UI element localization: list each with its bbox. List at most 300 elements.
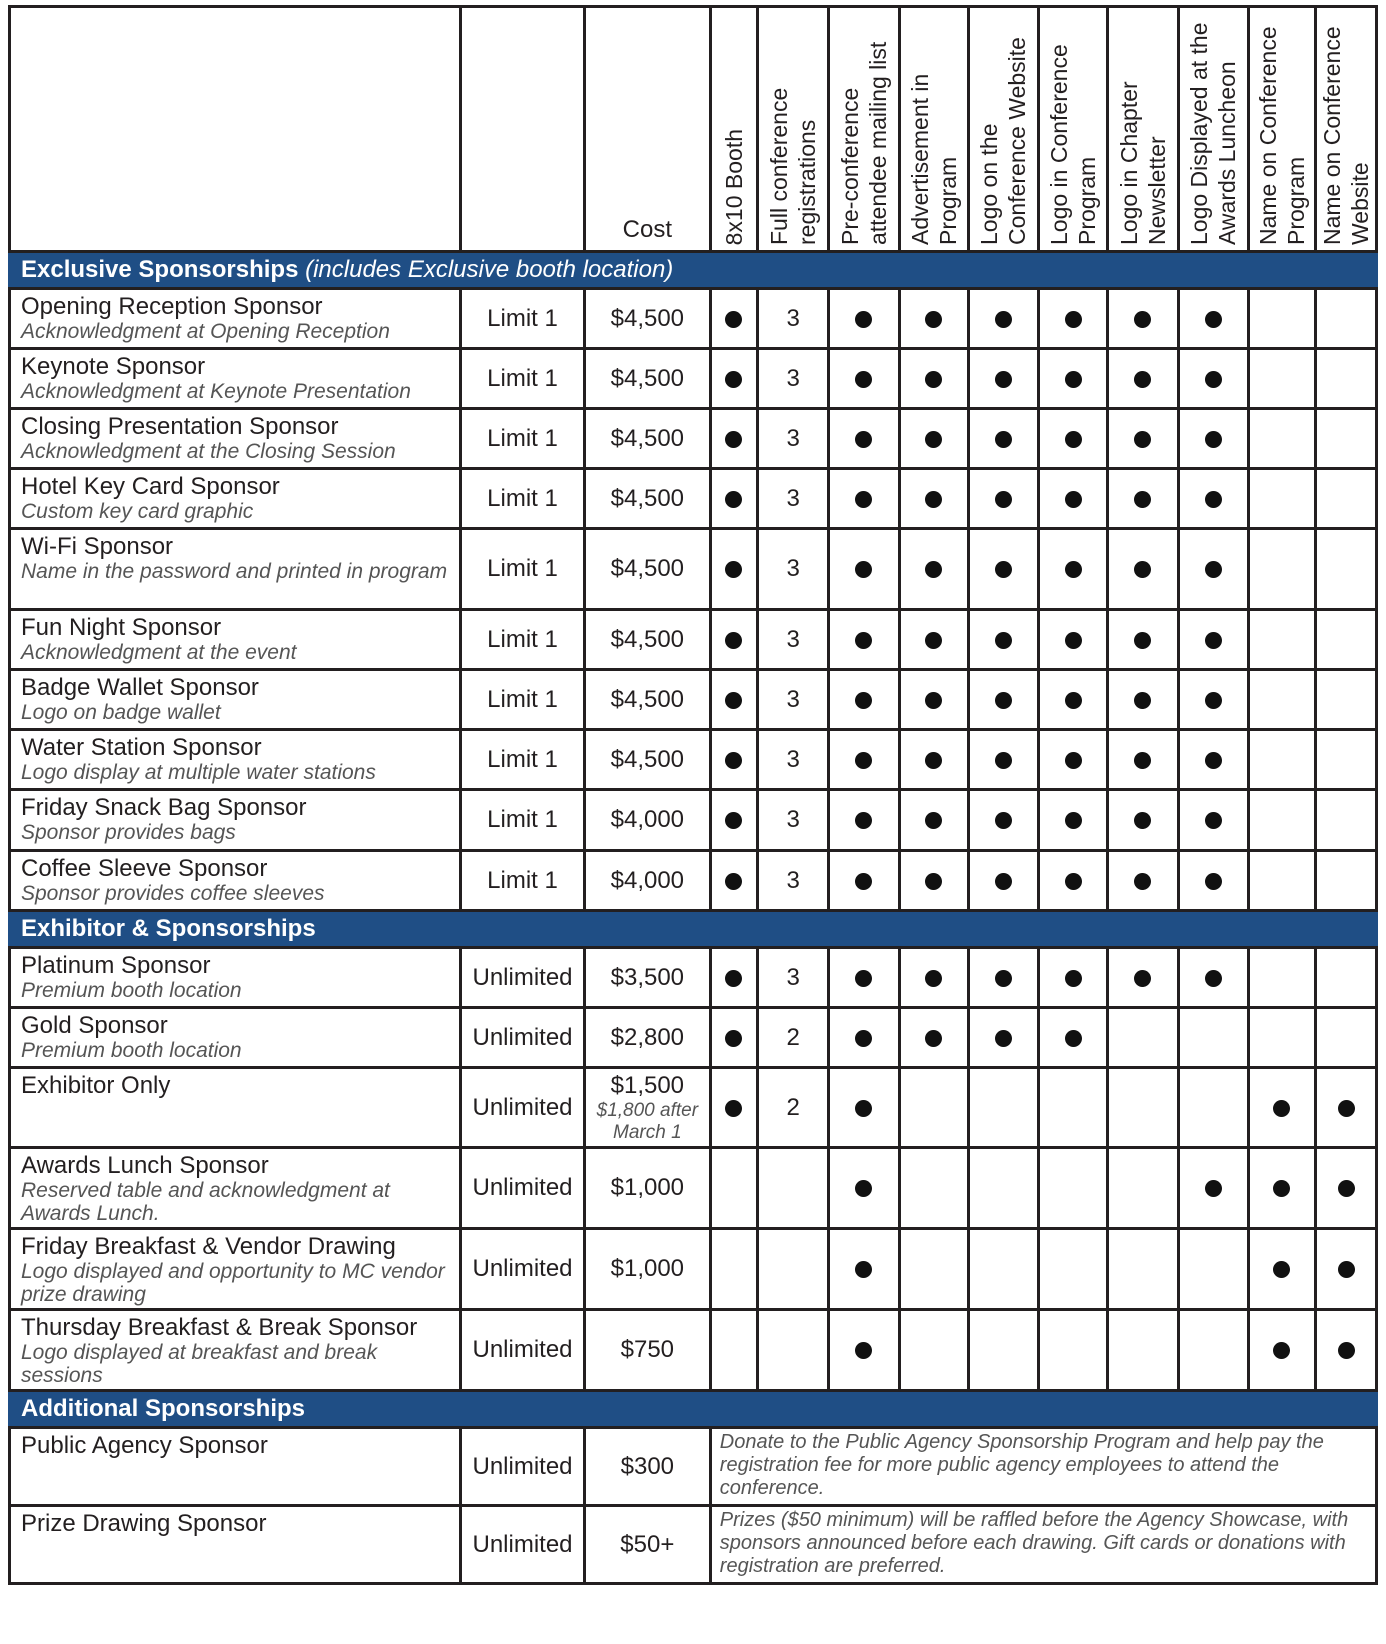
benefit-cell: [1316, 1068, 1377, 1148]
sponsor-desc: Acknowledgment at Keynote Presentation: [21, 380, 411, 403]
included-dot-icon: [1273, 1180, 1290, 1197]
included-dot-icon: [995, 632, 1012, 649]
included-dot-icon: [995, 431, 1012, 448]
cost-cell: $50+: [584, 1506, 710, 1584]
limit-cell: Unlimited: [461, 1068, 585, 1148]
benefit-cell: [1108, 529, 1178, 610]
benefit-cell: [899, 349, 968, 409]
sponsor-desc: Logo on badge wallet: [21, 701, 221, 724]
limit-cell: Limit 1: [461, 469, 585, 529]
benefit-cell: [1178, 289, 1248, 349]
benefit-cell: [1039, 1068, 1108, 1148]
section-header: [10, 911, 1377, 948]
included-dot-icon: [995, 970, 1012, 987]
sponsor-name: Opening Reception Sponsor: [21, 293, 323, 320]
benefit-cell: [1178, 948, 1248, 1008]
table-row: [10, 1428, 1377, 1506]
benefit-cell: [1178, 610, 1248, 670]
included-dot-icon: [1205, 371, 1222, 388]
benefit-cell: [829, 409, 899, 469]
benefit-cell: [829, 730, 899, 790]
benefit-cell: [829, 349, 899, 409]
benefit-cell: [1316, 409, 1377, 469]
included-dot-icon: [1134, 812, 1151, 829]
benefit-cell: [968, 1229, 1038, 1310]
benefit-cell: [829, 670, 899, 730]
included-dot-icon: [1065, 311, 1082, 328]
benefit-cell: [1316, 1229, 1377, 1310]
benefit-cell: [1248, 730, 1315, 790]
benefit-cell: [710, 1310, 757, 1391]
table-row: [10, 469, 1377, 529]
table-row: [10, 289, 1377, 349]
included-dot-icon: [1338, 1261, 1355, 1278]
header-col: [1108, 7, 1178, 252]
included-dot-icon: [925, 371, 942, 388]
benefit-cell: [1039, 610, 1108, 670]
benefit-cell: [1178, 790, 1248, 851]
col-label: Logo in Chapter Newsletter: [1115, 81, 1170, 245]
benefit-cell: [710, 851, 757, 911]
included-dot-icon: [1205, 812, 1222, 829]
sponsor-desc: Premium booth location: [21, 979, 242, 1002]
cost-cell: $3,500: [584, 948, 710, 1008]
sponsor-cell: [10, 1068, 461, 1148]
included-dot-icon: [925, 1030, 942, 1047]
sponsor-cell: [10, 948, 461, 1008]
benefit-cell: [1248, 790, 1315, 851]
cost-cell: $4,000: [584, 790, 710, 851]
header-col: [1039, 7, 1108, 252]
benefit-cell: [1039, 349, 1108, 409]
included-dot-icon: [725, 561, 742, 578]
header-cost: Cost: [584, 7, 710, 252]
benefit-cell: 3: [757, 610, 828, 670]
benefit-cell: [1039, 469, 1108, 529]
included-dot-icon: [925, 970, 942, 987]
benefit-cell: [1248, 1148, 1315, 1229]
benefit-cell: [710, 1148, 757, 1229]
included-dot-icon: [1065, 561, 1082, 578]
benefit-cell: [899, 409, 968, 469]
table-row: [10, 670, 1377, 730]
benefit-cell: [1178, 1068, 1248, 1148]
included-dot-icon: [855, 1342, 872, 1359]
sponsor-cell: [10, 670, 461, 730]
sponsor-cell: [10, 851, 461, 911]
included-dot-icon: [925, 752, 942, 769]
benefit-note: Prizes ($50 minimum) will be raffled before the Agency Showcase, with sponsors announced before each drawing. Gift cards or donations with registration are preferred.: [710, 1506, 1376, 1584]
included-dot-icon: [855, 752, 872, 769]
benefit-cell: [1316, 790, 1377, 851]
benefit-cell: 3: [757, 349, 828, 409]
section-subtitle: (includes Exclusive booth location): [305, 256, 674, 283]
sponsor-cell: [10, 610, 461, 670]
included-dot-icon: [855, 1030, 872, 1047]
included-dot-icon: [1065, 873, 1082, 890]
header-col: [757, 7, 828, 252]
included-dot-icon: [1338, 1180, 1355, 1197]
benefit-cell: [1316, 1310, 1377, 1391]
included-dot-icon: [925, 692, 942, 709]
table-row: [10, 948, 1377, 1008]
benefit-cell: [968, 529, 1038, 610]
benefit-cell: [1039, 409, 1108, 469]
sponsor-name: Coffee Sleeve Sponsor: [21, 855, 268, 882]
included-dot-icon: [855, 1180, 872, 1197]
benefit-cell: [1108, 610, 1178, 670]
sponsor-cell: [10, 469, 461, 529]
benefit-cell: 3: [757, 948, 828, 1008]
limit-cell: Limit 1: [461, 289, 585, 349]
benefit-cell: [1039, 1008, 1108, 1068]
included-dot-icon: [925, 873, 942, 890]
sponsor-name: Badge Wallet Sponsor: [21, 674, 259, 701]
benefit-cell: [1248, 610, 1315, 670]
included-dot-icon: [725, 311, 742, 328]
benefit-cell: [968, 1148, 1038, 1229]
included-dot-icon: [855, 812, 872, 829]
table-row: [10, 1148, 1377, 1229]
benefit-cell: [899, 1068, 968, 1148]
included-dot-icon: [1205, 1180, 1222, 1197]
benefit-cell: [1178, 1229, 1248, 1310]
sponsor-name: Thursday Breakfast & Break Sponsor: [21, 1314, 418, 1341]
included-dot-icon: [725, 812, 742, 829]
header-col: [829, 7, 899, 252]
benefit-cell: [710, 469, 757, 529]
benefit-cell: [1108, 1148, 1178, 1229]
benefit-cell: [710, 529, 757, 610]
included-dot-icon: [1134, 561, 1151, 578]
benefit-cell: [757, 1229, 828, 1310]
table-body: [10, 252, 1377, 1584]
benefit-cell: [710, 1229, 757, 1310]
included-dot-icon: [1205, 692, 1222, 709]
sponsor-desc: Acknowledgment at the Closing Session: [21, 440, 396, 463]
benefit-cell: [1108, 349, 1178, 409]
benefit-cell: 3: [757, 851, 828, 911]
included-dot-icon: [1273, 1100, 1290, 1117]
sponsor-name: Hotel Key Card Sponsor: [21, 473, 280, 500]
benefit-cell: [1108, 730, 1178, 790]
benefit-cell: [757, 1310, 828, 1391]
benefit-cell: [1108, 790, 1178, 851]
header-col: [710, 7, 757, 252]
included-dot-icon: [925, 311, 942, 328]
included-dot-icon: [855, 632, 872, 649]
sponsor-name: Water Station Sponsor: [21, 734, 262, 761]
benefit-cell: [968, 610, 1038, 670]
sponsor-desc: Logo displayed and opportunity to MC vendor prize drawing: [21, 1260, 445, 1306]
benefit-cell: [968, 349, 1038, 409]
benefit-cell: 3: [757, 790, 828, 851]
section-title: Exclusive Sponsorships: [21, 256, 299, 283]
cost-cell: $4,500: [584, 529, 710, 610]
included-dot-icon: [1205, 970, 1222, 987]
included-dot-icon: [855, 692, 872, 709]
sponsor-desc: Premium booth location: [21, 1039, 242, 1062]
limit-cell: Limit 1: [461, 610, 585, 670]
benefit-cell: 3: [757, 529, 828, 610]
included-dot-icon: [725, 970, 742, 987]
benefit-cell: [899, 1008, 968, 1068]
benefit-cell: [1108, 1068, 1178, 1148]
table-row: [10, 1310, 1377, 1391]
included-dot-icon: [995, 692, 1012, 709]
benefit-cell: [1178, 409, 1248, 469]
included-dot-icon: [725, 491, 742, 508]
cost-cell: $4,500: [584, 409, 710, 469]
benefit-cell: [829, 289, 899, 349]
included-dot-icon: [1134, 752, 1151, 769]
cost-cell: $300: [584, 1428, 710, 1506]
benefit-cell: [1248, 851, 1315, 911]
benefit-cell: [1039, 948, 1108, 1008]
benefit-cell: [968, 1008, 1038, 1068]
included-dot-icon: [855, 1261, 872, 1278]
benefit-cell: 3: [757, 469, 828, 529]
sponsor-name: Exhibitor Only: [21, 1072, 171, 1099]
benefit-cell: [829, 1310, 899, 1391]
header-col: [968, 7, 1038, 252]
benefit-cell: [1039, 529, 1108, 610]
sponsor-name: Keynote Sponsor: [21, 353, 206, 380]
included-dot-icon: [925, 561, 942, 578]
table-row: [10, 851, 1377, 911]
included-dot-icon: [725, 1030, 742, 1047]
included-dot-icon: [1065, 431, 1082, 448]
benefit-cell: [829, 851, 899, 911]
benefit-cell: [1248, 409, 1315, 469]
benefit-cell: [710, 670, 757, 730]
sponsor-name: Public Agency Sponsor: [21, 1432, 268, 1459]
benefit-cell: [710, 349, 757, 409]
benefit-cell: [1178, 730, 1248, 790]
col-label: Logo Displayed at the Awards Luncheon: [1186, 22, 1241, 245]
col-label: Logo in Conference Program: [1046, 44, 1101, 245]
benefit-cell: [1248, 529, 1315, 610]
benefit-cell: [1039, 851, 1108, 911]
included-dot-icon: [1134, 632, 1151, 649]
benefit-cell: [829, 529, 899, 610]
benefit-cell: [968, 1310, 1038, 1391]
benefit-cell: [1039, 1229, 1108, 1310]
benefit-cell: [968, 469, 1038, 529]
sponsor-cell: [10, 1506, 461, 1584]
benefit-cell: [1248, 1310, 1315, 1391]
cost-note: $1,800 after March 1: [596, 1099, 699, 1143]
header-blank: [10, 7, 461, 252]
sponsor-cell: [10, 1148, 461, 1229]
section-title: Exhibitor & Sponsorships: [21, 915, 316, 942]
sponsor-name: Gold Sponsor: [21, 1012, 168, 1039]
included-dot-icon: [1065, 692, 1082, 709]
cost-cell: [584, 1068, 710, 1148]
benefit-cell: [1316, 349, 1377, 409]
included-dot-icon: [1273, 1342, 1290, 1359]
sponsor-cell: [10, 1428, 461, 1506]
benefit-cell: [829, 1148, 899, 1229]
benefit-cell: [1248, 1008, 1315, 1068]
col-label: Advertisement in Program: [906, 73, 961, 245]
sponsor-desc: Name in the password and printed in program: [21, 560, 448, 583]
included-dot-icon: [1065, 812, 1082, 829]
benefit-cell: 2: [757, 1068, 828, 1148]
benefit-cell: [1248, 670, 1315, 730]
benefit-cell: [710, 948, 757, 1008]
benefit-cell: [710, 730, 757, 790]
cost-cell: $4,500: [584, 730, 710, 790]
limit-cell: Unlimited: [461, 1310, 585, 1391]
included-dot-icon: [995, 561, 1012, 578]
sponsor-desc: Sponsor provides coffee sleeves: [21, 882, 325, 905]
benefit-cell: [1178, 1148, 1248, 1229]
sponsor-desc: Reserved table and acknowledgment at Awards Lunch.: [21, 1179, 390, 1225]
benefit-cell: [1248, 1229, 1315, 1310]
sponsor-desc: Acknowledgment at Opening Reception: [21, 320, 390, 343]
col-label: Name on Conference Website: [1319, 26, 1374, 245]
included-dot-icon: [1205, 752, 1222, 769]
section-header: [10, 1391, 1377, 1428]
included-dot-icon: [855, 873, 872, 890]
included-dot-icon: [855, 371, 872, 388]
limit-cell: Unlimited: [461, 948, 585, 1008]
included-dot-icon: [995, 752, 1012, 769]
limit-cell: Limit 1: [461, 730, 585, 790]
included-dot-icon: [725, 371, 742, 388]
benefit-cell: 3: [757, 730, 828, 790]
included-dot-icon: [1205, 873, 1222, 890]
benefit-cell: [829, 469, 899, 529]
benefit-cell: [899, 469, 968, 529]
benefit-cell: [1178, 851, 1248, 911]
benefit-cell: [899, 790, 968, 851]
sponsor-cell: [10, 730, 461, 790]
sponsor-desc: Logo displayed at breakfast and break sessions: [21, 1341, 378, 1387]
sponsor-cell: [10, 1310, 461, 1391]
benefit-cell: [757, 1148, 828, 1229]
limit-cell: Unlimited: [461, 1008, 585, 1068]
included-dot-icon: [995, 491, 1012, 508]
sponsor-name: Friday Breakfast & Vendor Drawing: [21, 1233, 396, 1260]
benefit-cell: [899, 529, 968, 610]
benefit-cell: [899, 1310, 968, 1391]
benefit-cell: [1248, 289, 1315, 349]
cost-value: $1,500: [610, 1071, 685, 1099]
benefit-cell: [899, 948, 968, 1008]
benefit-cell: [1108, 289, 1178, 349]
included-dot-icon: [855, 491, 872, 508]
benefit-cell: [1178, 1310, 1248, 1391]
cost-cell: $4,000: [584, 851, 710, 911]
benefit-cell: [710, 790, 757, 851]
sponsor-cell: [10, 1229, 461, 1310]
sponsor-name: Closing Presentation Sponsor: [21, 413, 339, 440]
included-dot-icon: [1134, 311, 1151, 328]
benefit-cell: [899, 1148, 968, 1229]
benefit-cell: [1316, 289, 1377, 349]
included-dot-icon: [925, 491, 942, 508]
benefit-cell: [1248, 469, 1315, 529]
benefit-cell: [1316, 948, 1377, 1008]
sponsor-cell: [10, 409, 461, 469]
table-row: [10, 1068, 1377, 1148]
benefit-cell: [1108, 1310, 1178, 1391]
benefit-cell: 3: [757, 670, 828, 730]
benefit-cell: [1178, 1008, 1248, 1068]
benefit-cell: 2: [757, 1008, 828, 1068]
benefit-cell: [1039, 730, 1108, 790]
benefit-cell: [1316, 851, 1377, 911]
benefit-cell: [1178, 349, 1248, 409]
sponsor-desc: Custom key card graphic: [21, 500, 254, 523]
cost-cell: $750: [584, 1310, 710, 1391]
benefit-cell: [829, 1229, 899, 1310]
limit-cell: Unlimited: [461, 1148, 585, 1229]
benefit-cell: [899, 610, 968, 670]
benefit-cell: [1108, 1008, 1178, 1068]
benefit-cell: [1039, 1148, 1108, 1229]
benefit-cell: [899, 1229, 968, 1310]
sponsor-cell: [10, 1008, 461, 1068]
sponsor-cell: [10, 289, 461, 349]
included-dot-icon: [1134, 371, 1151, 388]
included-dot-icon: [925, 632, 942, 649]
limit-cell: Unlimited: [461, 1428, 585, 1506]
included-dot-icon: [725, 1100, 742, 1117]
included-dot-icon: [1205, 311, 1222, 328]
included-dot-icon: [855, 311, 872, 328]
included-dot-icon: [1134, 491, 1151, 508]
sponsor-name: Friday Snack Bag Sponsor: [21, 794, 307, 821]
sponsor-name: Awards Lunch Sponsor: [21, 1152, 269, 1179]
limit-cell: Limit 1: [461, 790, 585, 851]
included-dot-icon: [725, 431, 742, 448]
included-dot-icon: [1134, 873, 1151, 890]
sponsor-name: Platinum Sponsor: [21, 952, 211, 979]
benefit-cell: [1039, 289, 1108, 349]
col-label: Logo on the Conference Website: [976, 37, 1031, 245]
included-dot-icon: [1065, 752, 1082, 769]
header-col: [1248, 7, 1315, 252]
included-dot-icon: [1065, 1030, 1082, 1047]
included-dot-icon: [1205, 632, 1222, 649]
included-dot-icon: [995, 1030, 1012, 1047]
table-row: [10, 1506, 1377, 1584]
benefit-cell: [968, 670, 1038, 730]
sponsor-name: Prize Drawing Sponsor: [21, 1510, 267, 1537]
cost-cell: $1,000: [584, 1229, 710, 1310]
benefit-cell: [710, 289, 757, 349]
included-dot-icon: [1065, 970, 1082, 987]
included-dot-icon: [855, 1100, 872, 1117]
included-dot-icon: [995, 311, 1012, 328]
benefit-cell: [1178, 469, 1248, 529]
sponsor-cell: [10, 529, 461, 610]
benefit-cell: [899, 730, 968, 790]
included-dot-icon: [1273, 1261, 1290, 1278]
benefit-cell: [1316, 1148, 1377, 1229]
benefit-cell: [1108, 670, 1178, 730]
included-dot-icon: [725, 632, 742, 649]
benefit-cell: [899, 289, 968, 349]
cost-cell: $4,500: [584, 610, 710, 670]
benefit-cell: [1316, 610, 1377, 670]
limit-cell: Limit 1: [461, 529, 585, 610]
benefit-cell: [1316, 469, 1377, 529]
table-row: [10, 610, 1377, 670]
